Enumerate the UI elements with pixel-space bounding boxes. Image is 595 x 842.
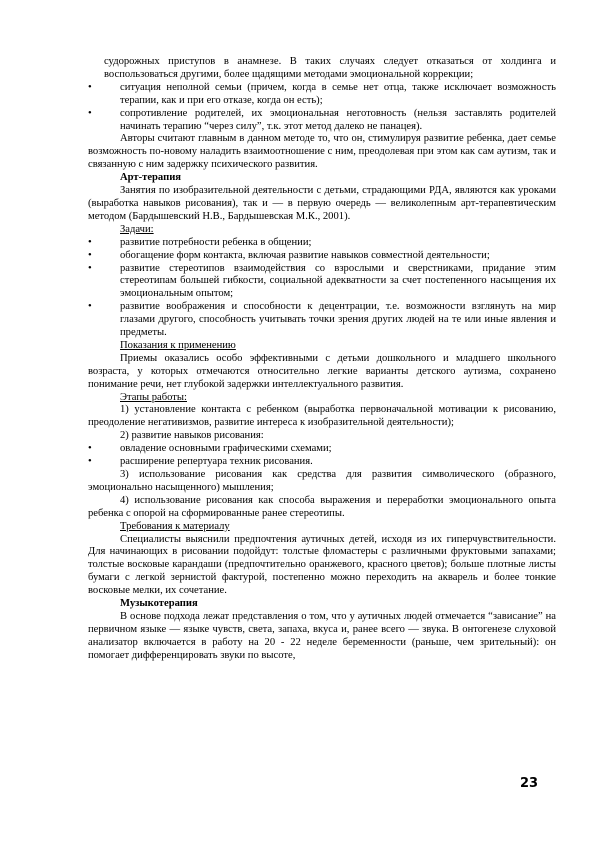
bullet-icon: • (88, 249, 92, 261)
stage-2-list (88, 443, 556, 469)
page-number: 23 (520, 776, 539, 791)
material-paragraph: Специалисты выяснили предпочтения аутичных детей, исходя из их гиперчувствительности. Для начинающих в рисовании подойдут: толстые фломастеры с различными фруктовыми запахами; толстые восковые карандаши (предпочтительно оранжевого, красного цветов); больше плотные листы бумаги с легкой зернистой фактурой, постепенно можно переходить на акварель и более тонкие восковые мелки, их сочетание. (88, 533, 556, 597)
list-item: • ситуация неполной семьи (причем, когда в семье нет отца, также исключает возможность терапии, как и при его отказе, когда он есть); (88, 81, 556, 106)
art-therapy-heading: Арт-терапия (120, 172, 182, 184)
stage-3-paragraph: 3) использование рисования как средства для развития символического (образного, эмоционально насыщенного) мышления; (88, 469, 556, 493)
bullet-icon: • (88, 443, 92, 455)
stages-label: Этапы работы: (120, 391, 187, 403)
list-item: • обогащение форм контакта, включая развитие навыков совместной деятельности; (88, 249, 490, 261)
indications-label: Показания к применению (120, 339, 236, 351)
music-therapy-heading: Музыкотерапия (120, 598, 198, 610)
material-label: Требования к материалу (120, 520, 230, 532)
page-content (88, 56, 556, 663)
bullet-icon: • (88, 456, 92, 468)
continuation-paragraph: судорожных приступов в анамнезе. В таких случаях следует отказаться от холдинга и воспользоваться другими, более щадящими методами эмоциональной коррекции; (104, 56, 556, 80)
tasks-list (88, 237, 556, 340)
list-item: • сопротивление родителей, их эмоциональная неготовность (нельзя заставлять родителей начинать терапию “через силу”, т.к. этот метод далеко не панацея). (88, 107, 556, 132)
stage-4-paragraph: 4) использование рисования как способа выражения и переработки эмоционального опыта ребенка с опорой на сформированные ранее стереотипы. (88, 494, 556, 519)
list-item: • развитие стереотипов взаимодействия со взрослыми и сверстниками, придание этим стереотипам большей гибкости, социальной адекватности за счет постепенного насыщения их эмоциональным опытом; (88, 262, 556, 300)
bullet-icon: • (88, 81, 92, 93)
bullet-icon: • (88, 236, 92, 248)
music-therapy-paragraph: В основе подхода лежат представления о том, что у аутичных людей отмечается “зависание” на первичном языке — языке чувств, света, запаха, вкуса и, ранее всего — звука. В онтогенезе слуховой анализатор включается в работу на 20 - 22 неделе беременности (раньше, чем зрительный): он помогает дифференцировать звуки по высоте, (88, 610, 556, 661)
stage-2-paragraph: 2) развитие навыков рисования: (120, 430, 264, 442)
stage-1-paragraph: 1) установление контакта с ребенком (выработка первоначальной мотивации к рисованию, преодоление негативизмов, развитие интереса к изобразительной деятельности); (88, 404, 556, 429)
authors-paragraph: Авторы считают главным в данном методе то, что он, стимулируя развитие ребенка, дает семье возможность по-новому наладить взаимоотношение с ним, преодолевая при этом как сам аутизм, так и связанную с ним задержку психического развития. (88, 133, 556, 171)
art-therapy-paragraph: Занятия по изобразительной деятельности с детьми, страдающими РДА, являются как уроками (выработка навыков рисования), так и — в первую очередь — великолепным арт-терапевтическим методом (Бардышевский Н.В., Бардышевская М.К., 2001). (88, 185, 556, 222)
bullet-icon: • (88, 301, 92, 313)
list-item: • овладение основными графическими схемами; (88, 443, 332, 455)
contraindications-list (88, 82, 556, 134)
bullet-icon: • (88, 107, 92, 119)
tasks-label: Задачи: (120, 223, 154, 235)
bullet-icon: • (88, 262, 92, 274)
list-item: • развитие потребности ребенка в общении; (88, 236, 312, 248)
list-item: • расширение репертуара техник рисования. (88, 456, 313, 468)
indications-paragraph: Приемы оказались особо эффективными с детьми дошкольного и младшего школьного возраста, у которых отмечаются относительно легкие варианты детского аутизма, сохранено понимание речи, нет глубокой задержки интеллектуального развития. (88, 352, 556, 390)
list-item: • развитие воображения и способности к децентрации, т.е. возможности взглянуть на мир глазами другого, способность учитывать точки зрения других людей на те или иные явления и предметы. (88, 301, 556, 339)
